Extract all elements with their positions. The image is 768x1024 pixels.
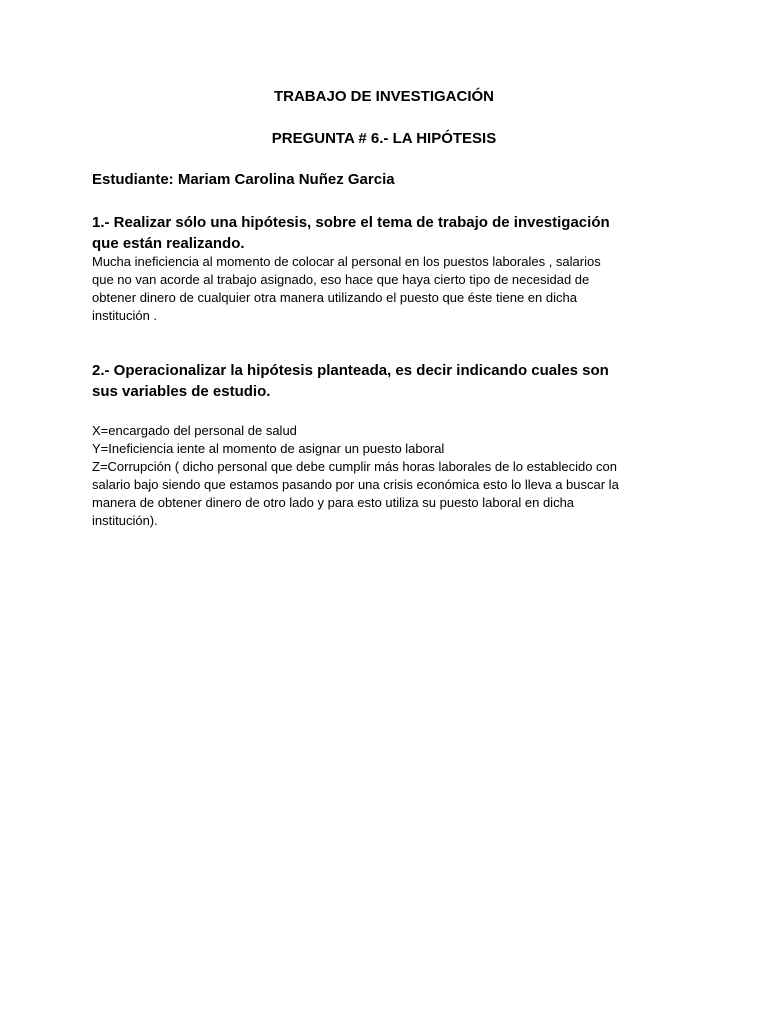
question-1	[92, 212, 610, 254]
variable-y: Y=Ineficiencia iente al momento de asignar un puesto laboral	[92, 441, 445, 456]
answer-2	[92, 422, 619, 530]
variable-z-continued: manera de obtener dinero de otro lado y para esto utiliza su puesto laboral en dicha	[92, 495, 575, 510]
question-1-line: 1.- Realizar sólo una hipótesis, sobre el tema de trabajo de investigación	[92, 214, 610, 231]
answer-1-line: institución .	[92, 308, 158, 323]
answer-1-line: obtener dinero de cualquier otra manera utilizando el puesto que éste tiene en dicha	[92, 290, 577, 305]
question-1-line: que están realizando.	[92, 235, 245, 252]
question-heading: PREGUNTA # 6.- LA HIPÓTESIS	[271, 130, 497, 147]
variable-z-continued: institución).	[92, 513, 158, 528]
student-name: Estudiante: Mariam Carolina Nuñez Garcia	[92, 171, 395, 188]
question-2-line: 2.- Operacionalizar la hipótesis planteada, es decir indicando cuales son	[92, 362, 609, 379]
variable-z: Z=Corrupción ( dicho personal que debe cumplir más horas laborales de lo establecido con	[92, 459, 617, 474]
document-title: TRABAJO DE INVESTIGACIÓN	[273, 88, 495, 105]
answer-1	[92, 253, 601, 325]
answer-1-line: Mucha ineficiencia al momento de colocar al personal en los puestos laborales , salarios	[92, 254, 601, 269]
variable-x: X=encargado del personal de salud	[92, 423, 297, 438]
answer-1-line: que no van acorde al trabajo asignado, eso hace que haya cierto tipo de necesidad de	[92, 272, 590, 287]
question-2	[92, 360, 609, 402]
variable-z-continued: salario bajo siendo que estamos pasando por una crisis económica esto lo lleva a buscar la	[92, 477, 619, 492]
question-2-line: sus variables de estudio.	[92, 383, 271, 400]
